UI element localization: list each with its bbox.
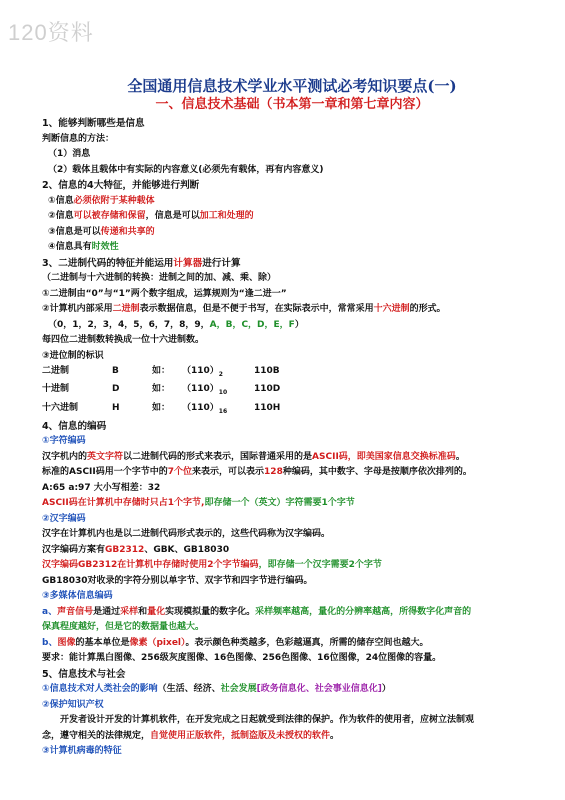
text-line: ①二进制由“0”与“1”两个数字组成，运算规则为“逢二进一” bbox=[42, 288, 287, 299]
text-line: ①信息必须依附于某种载体 bbox=[48, 195, 155, 206]
subsection-heading: ②汉字编码 bbox=[42, 513, 86, 524]
text-line: ④信息具有时效性 bbox=[48, 242, 119, 252]
document-page bbox=[42, 76, 542, 760]
radix-row: 十六进制 H 如： $(110)_{16}$ 110H bbox=[42, 402, 281, 415]
text-line: 念，遵守相关的法律规定，自觉使用正版软件，抵制盗版及未授权的软件。 bbox=[42, 730, 340, 741]
text-line: 要求：能计算黑白图像、256级灰度图像、16色图像、256色图像、16位图像，24位图像的容量。 bbox=[42, 653, 442, 664]
text-line: a、声音信号是通过采样和量化实现模拟量的数字化。采样频率越高，量化的分辨率越高，所得数字化声音的 bbox=[42, 606, 472, 617]
text-line: （0，1，2，3，4，5，6，7，8，9，A，B，C，D，E，F） bbox=[48, 319, 304, 330]
text-line: 汉字编码方案有GB2312、GBK、GB18030 bbox=[42, 544, 230, 555]
subsection-heading: ①字符编码 bbox=[42, 436, 86, 447]
subsection-heading: ③多媒体信息编码 bbox=[42, 591, 113, 602]
text-line: 汉字在计算机内也是以二进制代码形式表示的，这些代码称为汉字编码。 bbox=[42, 529, 331, 540]
section-4-heading: 4、信息的编码 bbox=[42, 420, 107, 432]
section-3-heading: 3、二进制代码的特征并能运用计算器进行计算 bbox=[42, 257, 241, 269]
section-2-heading: 2、信息的4大特征，并能够进行判断 bbox=[42, 180, 200, 191]
text-line: A:65 a:97 大小写相差：32 bbox=[42, 482, 161, 493]
text-line: 开发者设计开发的计算机软件，在开发完成之日起就受到法律的保护。作为软件的使用者，应树立法制观 bbox=[60, 715, 475, 726]
text-line: 汉字机内的英文字符以二进制代码的形式来表示，国际普通采用的是ASCII码，即美国家信息交换标准码。 bbox=[42, 451, 465, 462]
text-line: ③进位制的标识 bbox=[42, 350, 104, 361]
text-line: b、图像的基本单位是像素（pixel）。表示颜色种类越多，色彩越逼真，所需的储存空间也越大。 bbox=[42, 637, 429, 648]
radix-row: 二进制 B 如： $(110)_2$ 110B bbox=[42, 366, 280, 378]
text-line: （2）载体且载体中有实际的内容意义(必须先有载体，再有内容意义) bbox=[48, 164, 324, 175]
text-line: ②计算机内部采用二进制表示数据信息，但是不便于书写，在实际表示中，常常采用十六进制的形式。 bbox=[42, 304, 446, 314]
text-line: ①信息技术对人类社会的影响（生活、经济、社会发展[政务信息化、社会事业信息化]） bbox=[42, 684, 391, 695]
section-1-heading: 1、能够判断哪些是信息 bbox=[42, 118, 145, 129]
doc-title: 全国通用信息技术学业水平测试必考知识要点(一) bbox=[127, 77, 457, 95]
text-line: 标准的ASCII码用一个字节中的7个位来表示，可以表示128种编码，其中数字、字母是按顺序依次排列的。 bbox=[42, 467, 472, 478]
text-line: ②信息可以被存储和保留，信息是可以加工和处理的 bbox=[48, 211, 254, 221]
doc-subtitle: 一、信息技术基础（书本第一章和第七章内容） bbox=[155, 97, 429, 112]
text-line: 判断信息的方法： bbox=[42, 133, 115, 144]
text-line: ASCII码在计算机中存储时只占1个字节,即存储一个（英文）字符需要1个字节 bbox=[42, 498, 355, 509]
text-line: ③信息是可以传递和共享的 bbox=[48, 226, 155, 237]
text-line: 保真程度越好，但是它的数据量也越大。 bbox=[42, 622, 205, 633]
text-line: GB18030对收录的字符分别以单字节、双字节和四字节进行编码。 bbox=[42, 575, 313, 586]
text-line: （二进制与十六进制的转换：进制之间的加、减、乘、除） bbox=[42, 273, 277, 283]
subsection-heading: ③计算机病毒的特征 bbox=[42, 746, 122, 757]
subsection-heading: ②保护知识产权 bbox=[42, 699, 104, 710]
text-line: （1）消息 bbox=[48, 149, 91, 159]
watermark: 120资料 bbox=[8, 20, 94, 45]
text-line: 每四位二进制数转换成一位十六进制数。 bbox=[42, 335, 205, 345]
section-5-heading: 5、信息技术与社会 bbox=[42, 668, 126, 680]
radix-row: 十进制 D 如： $(110)_{10}$ 110D bbox=[42, 384, 281, 397]
text-line: 汉字编码GB2312在计算机中存储时使用2个字节编码，即存储一个汉字需要2个字节 bbox=[42, 560, 382, 571]
